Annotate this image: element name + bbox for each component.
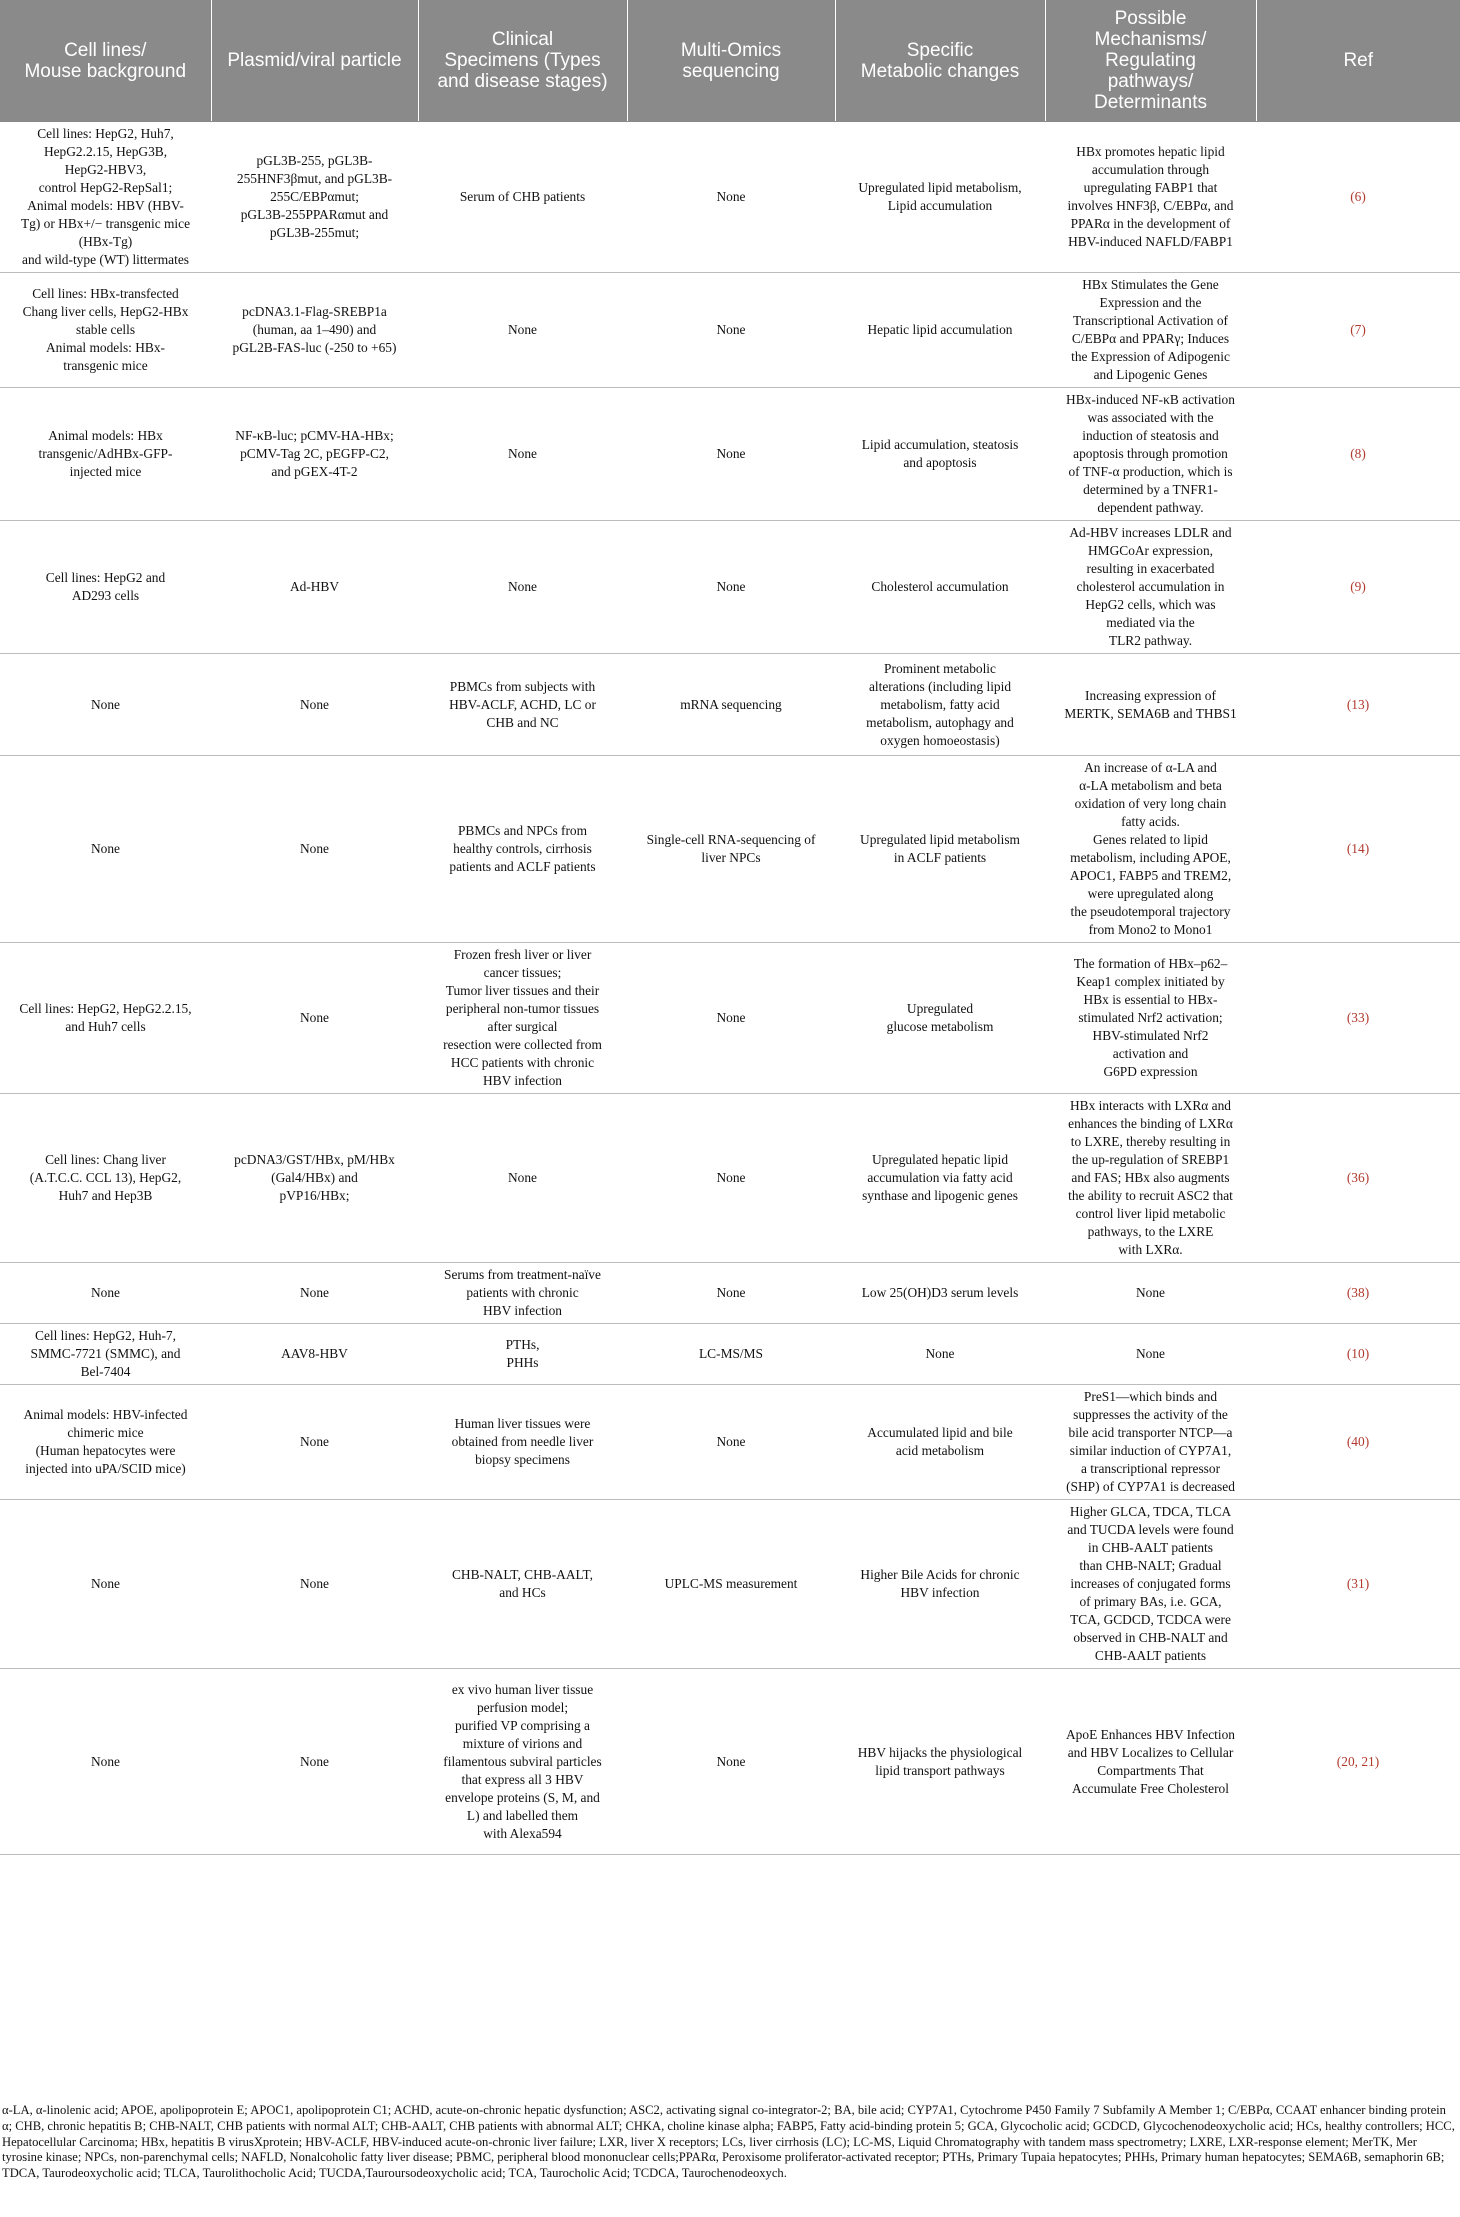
- cell-lines-cell: Animal models: HBx transgenic/AdHBx-GFP- injected mice: [0, 388, 211, 521]
- cell-lines-cell: None: [0, 1263, 211, 1324]
- header-mechanisms: Possible Mechanisms/ Regulating pathways/ Determinants: [1045, 0, 1256, 122]
- cell-lines-cell: Animal models: HBV-infected chimeric mice (Human hepatocytes were injected into uPA/SCID mice): [0, 1385, 211, 1500]
- header-plasmid: Plasmid/viral particle: [211, 0, 418, 122]
- plasmid-cell: None: [211, 1669, 418, 1855]
- ref-cell: [1256, 1669, 1460, 1855]
- table-header-row: [0, 0, 1460, 122]
- mechanisms-cell: None: [1045, 1324, 1256, 1385]
- plasmid-cell: None: [211, 943, 418, 1094]
- ref-cell: [1256, 1500, 1460, 1669]
- ref-cell: [1256, 943, 1460, 1094]
- clinical-specimens-cell: PTHs, PHHs: [418, 1324, 627, 1385]
- ref-cell: [1256, 273, 1460, 388]
- table-row: [0, 273, 1460, 388]
- ref-link[interactable]: (6): [1350, 189, 1366, 204]
- clinical-specimens-cell: None: [418, 388, 627, 521]
- metabolic-changes-cell: Upregulated lipid metabolism, Lipid accumulation: [835, 122, 1045, 273]
- table-row: [0, 1263, 1460, 1324]
- plasmid-cell: pcDNA3/GST/HBx, pM/HBx (Gal4/HBx) and pVP16/HBx;: [211, 1094, 418, 1263]
- ref-cell: [1256, 521, 1460, 654]
- clinical-specimens-cell: Serums from treatment-naïve patients with chronic HBV infection: [418, 1263, 627, 1324]
- plasmid-cell: Ad-HBV: [211, 521, 418, 654]
- ref-cell: [1256, 1324, 1460, 1385]
- mechanisms-cell: HBx Stimulates the Gene Expression and the Transcriptional Activation of C/EBPα and PPARγ; Induces the Expression of Adipogenic and Lipogenic Genes: [1045, 273, 1256, 388]
- table-row: [0, 1669, 1460, 1855]
- metabolic-changes-cell: Low 25(OH)D3 serum levels: [835, 1263, 1045, 1324]
- cell-lines-cell: Cell lines: HepG2 and AD293 cells: [0, 521, 211, 654]
- plasmid-cell: None: [211, 1500, 418, 1669]
- multi-omics-cell: None: [627, 388, 835, 521]
- table-row: [0, 756, 1460, 943]
- table-row: [0, 1324, 1460, 1385]
- clinical-specimens-cell: PBMCs from subjects with HBV-ACLF, ACHD, LC or CHB and NC: [418, 654, 627, 756]
- cell-lines-cell: None: [0, 1500, 211, 1669]
- table-row: [0, 1500, 1460, 1669]
- multi-omics-cell: UPLC-MS measurement: [627, 1500, 835, 1669]
- multi-omics-cell: None: [627, 1094, 835, 1263]
- clinical-specimens-cell: None: [418, 1094, 627, 1263]
- mechanisms-cell: HBx promotes hepatic lipid accumulation through upregulating FABP1 that involves HNF3β, C/EBPα, and PPARα in the development of HBV-induced NAFLD/FABP1: [1045, 122, 1256, 273]
- ref-link[interactable]: (13): [1346, 696, 1370, 712]
- clinical-specimens-cell: None: [418, 521, 627, 654]
- metabolic-changes-cell: Prominent metabolic alterations (including lipid metabolism, fatty acid metabolism, autophagy and oxygen homoeostasis): [835, 654, 1045, 756]
- ref-link[interactable]: (10): [1346, 1346, 1370, 1361]
- header-multi-omics: Multi-Omics sequencing: [627, 0, 835, 122]
- ref-cell: [1256, 1263, 1460, 1324]
- ref-link[interactable]: (7): [1350, 322, 1366, 337]
- mechanisms-cell: Increasing expression of MERTK, SEMA6B and THBS1: [1045, 654, 1256, 756]
- ref-cell: [1256, 654, 1460, 756]
- header-clinical-specimens: Clinical Specimens (Types and disease stages): [418, 0, 627, 122]
- mechanisms-cell: None: [1045, 1263, 1256, 1324]
- multi-omics-cell: mRNA sequencing: [627, 654, 835, 756]
- table-row: [0, 388, 1460, 521]
- table-row: [0, 943, 1460, 1094]
- ref-link[interactable]: (36): [1346, 1170, 1370, 1185]
- ref-cell: [1256, 122, 1460, 273]
- multi-omics-cell: None: [627, 1263, 835, 1324]
- metabolic-changes-cell: Upregulated glucose metabolism: [835, 943, 1045, 1094]
- ref-cell: [1256, 756, 1460, 943]
- header-ref: Ref: [1256, 0, 1460, 122]
- mechanisms-cell: HBx-induced NF-κB activation was associated with the induction of steatosis and apoptosis through promotion of TNF-α production, which is determined by a TNFR1- dependent pathway.: [1045, 388, 1256, 521]
- clinical-specimens-cell: Frozen fresh liver or liver cancer tissues; Tumor liver tissues and their peripheral non-tumor tissues after surgical resection were collected from HCC patients with chronic HBV infection: [418, 943, 627, 1094]
- cell-lines-cell: Cell lines: HepG2, Huh7, HepG2.2.15, HepG3B, HepG2-HBV3, control HepG2-RepSal1; Animal models: HBV (HBV- Tg) or HBx+/− transgenic mice (HBx-Tg) and wild-type (WT) littermates: [0, 122, 211, 273]
- clinical-specimens-cell: CHB-NALT, CHB-AALT, and HCs: [418, 1500, 627, 1669]
- metabolic-changes-cell: Upregulated hepatic lipid accumulation via fatty acid synthase and lipogenic genes: [835, 1094, 1045, 1263]
- plasmid-cell: None: [211, 654, 418, 756]
- header-cell-lines: Cell lines/ Mouse background: [0, 0, 211, 122]
- ref-link[interactable]: (8): [1350, 446, 1366, 461]
- table-row: [0, 122, 1460, 273]
- mechanisms-cell: HBx interacts with LXRα and enhances the binding of LXRα to LXRE, thereby resulting in the up-regulation of SREBP1 and FAS; HBx also augments the ability to recruit ASC2 that control liver lipid metabolic pathways, to the LXRE with LXRα.: [1045, 1094, 1256, 1263]
- clinical-specimens-cell: Human liver tissues were obtained from needle liver biopsy specimens: [418, 1385, 627, 1500]
- mechanisms-cell: PreS1—which binds and suppresses the activity of the bile acid transporter NTCP—a similar induction of CYP7A1, a transcriptional repressor (SHP) of CYP7A1 is decreased: [1045, 1385, 1256, 1500]
- ref-link[interactable]: (9): [1350, 579, 1366, 594]
- table-row: [0, 521, 1460, 654]
- cell-lines-cell: Cell lines: HepG2, Huh-7, SMMC-7721 (SMMC), and Bel-7404: [0, 1324, 211, 1385]
- plasmid-cell: AAV8-HBV: [211, 1324, 418, 1385]
- ref-cell: [1256, 1385, 1460, 1500]
- metabolic-changes-cell: Accumulated lipid and bile acid metabolism: [835, 1385, 1045, 1500]
- metabolic-changes-cell: HBV hijacks the physiological lipid transport pathways: [835, 1669, 1045, 1855]
- cell-lines-cell: Cell lines: HepG2, HepG2.2.15, and Huh7 cells: [0, 943, 211, 1094]
- mechanisms-cell: An increase of α-LA and α-LA metabolism and beta oxidation of very long chain fatty acids. Genes related to lipid metabolism, including APOE, APOC1, FABP5 and TREM2, were upregulated along the pseudotemporal trajectory from Mono2 to Mono1: [1045, 756, 1256, 943]
- multi-omics-cell: None: [627, 122, 835, 273]
- cell-lines-cell: Cell lines: HBx-transfected Chang liver cells, HepG2-HBx stable cells Animal models: HBx- transgenic mice: [0, 273, 211, 388]
- ref-link[interactable]: (33): [1346, 1010, 1370, 1025]
- ref-cell: [1256, 1094, 1460, 1263]
- ref-cell: [1256, 388, 1460, 521]
- ref-link[interactable]: (38): [1346, 1285, 1370, 1300]
- ref-link[interactable]: (40): [1346, 1434, 1370, 1449]
- table-footnote: α-LA, α-linolenic acid; APOE, apolipoprotein E; APOC1, apolipoprotein C1; ACHD, acute-on-chronic hepatic dysfunction; ASC2, activating signal co-integrator-2; BA, bile acid; CYP7A1, Cytochrome P450 Family 7 Subfamily A Member 1; C/EBPα, CCAAT enhancer binding protein α; CHB, chronic hepatitis B; CHB-NALT, CHB patients with normal ALT; CHB-AALT, CHB patients with abnormal ALT; CHKA, choline kinase alpha; FABP5, Fatty acid-binding protein 5; GCA, Glycocholic acid; GCDCD, Glycochenodeoxycholic acid; HCs, healthy controllers; HCC, Hepatocellular Carcinoma; HBx, hepatitis B virusXprotein; HBV-ACLF, HBV-induced acute-on-chronic liver failure; LXR, liver X receptors; LCs, liver cirrhosis (LC); LC-MS, Liquid Chromatography with tandem mass spectrometry; LXRE, LXR-response element; MerTK, Mer tyrosine kinase; NPCs, non-parenchymal cells; NAFLD, Nonalcoholic fatty liver disease; PBMC, peripheral blood mononuclear cells;PPARα, Peroxisome proliferator-activated receptor; PTHs, Primary Tupaia hepatocytes; PHHs, Primary human hepatocytes; SEMA6B, semaphorin 6B; TDCA, Taurodeoxycholic acid; TLCA, Taurolithocholic Acid; TUCDA,Tauroursodeoxycholic acid; TCA, Taurocholic Acid; TCDCA, Taurochenodeoxych.: [2, 2103, 1455, 2181]
- mechanisms-cell: ApoE Enhances HBV Infection and HBV Localizes to Cellular Compartments That Accumulate Free Cholesterol: [1045, 1669, 1256, 1855]
- mechanisms-cell: Higher GLCA, TDCA, TLCA and TUCDA levels were found in CHB-AALT patients than CHB-NALT; Gradual increases of conjugated forms of primary BAs, i.e. GCA, TCA, GCDCD, TCDCA were observed in CHB-NALT and CHB-AALT patients: [1045, 1500, 1256, 1669]
- metabolic-changes-cell: Upregulated lipid metabolism in ACLF patients: [835, 756, 1045, 943]
- metabolic-changes-cell: Lipid accumulation, steatosis and apoptosis: [835, 388, 1045, 521]
- metabolic-changes-cell: None: [835, 1324, 1045, 1385]
- clinical-specimens-cell: PBMCs and NPCs from healthy controls, cirrhosis patients and ACLF patients: [418, 756, 627, 943]
- clinical-specimens-cell: ex vivo human liver tissue perfusion model; purified VP comprising a mixture of virions and filamentous subviral particles that express all 3 HBV envelope proteins (S, M, and L) and labelled them with Alexa594: [418, 1669, 627, 1855]
- table-body: [0, 122, 1460, 1855]
- table-row: [0, 654, 1460, 756]
- plasmid-cell: pcDNA3.1-Flag-SREBP1a (human, aa 1–490) and pGL2B-FAS-luc (-250 to +65): [211, 273, 418, 388]
- metabolic-changes-cell: Hepatic lipid accumulation: [835, 273, 1045, 388]
- multi-omics-cell: None: [627, 1385, 835, 1500]
- multi-omics-cell: LC-MS/MS: [627, 1324, 835, 1385]
- ref-link[interactable]: (14): [1346, 841, 1370, 856]
- plasmid-cell: pGL3B-255, pGL3B- 255HNF3βmut, and pGL3B- 255C/EBPαmut; pGL3B-255PPARαmut and pGL3B-255mut;: [211, 122, 418, 273]
- cell-lines-cell: None: [0, 1669, 211, 1855]
- metabolic-changes-cell: Cholesterol accumulation: [835, 521, 1045, 654]
- metabolic-changes-cell: Higher Bile Acids for chronic HBV infection: [835, 1500, 1045, 1669]
- mechanisms-cell: The formation of HBx–p62– Keap1 complex initiated by HBx is essential to HBx- stimulated Nrf2 activation; HBV-stimulated Nrf2 activation and G6PD expression: [1045, 943, 1256, 1094]
- multi-omics-cell: None: [627, 1669, 835, 1855]
- plasmid-cell: NF-κB-luc; pCMV-HA-HBx; pCMV-Tag 2C, pEGFP-C2, and pGEX-4T-2: [211, 388, 418, 521]
- header-metabolic-changes: Specific Metabolic changes: [835, 0, 1045, 122]
- clinical-specimens-cell: None: [418, 273, 627, 388]
- mechanisms-cell: Ad-HBV increases LDLR and HMGCoAr expression, resulting in exacerbated cholesterol accumulation in HepG2 cells, which was mediated via the TLR2 pathway.: [1045, 521, 1256, 654]
- multi-omics-cell: None: [627, 943, 835, 1094]
- table-row: [0, 1094, 1460, 1263]
- cell-lines-cell: None: [0, 756, 211, 943]
- multi-omics-cell: Single-cell RNA-sequencing of liver NPCs: [627, 756, 835, 943]
- plasmid-cell: None: [211, 1263, 418, 1324]
- plasmid-cell: None: [211, 1385, 418, 1500]
- cell-lines-cell: Cell lines: Chang liver (A.T.C.C. CCL 13), HepG2, Huh7 and Hep3B: [0, 1094, 211, 1263]
- multi-omics-cell: None: [627, 273, 835, 388]
- multi-omics-cell: None: [627, 521, 835, 654]
- clinical-specimens-cell: Serum of CHB patients: [418, 122, 627, 273]
- table-row: [0, 1385, 1460, 1500]
- ref-link[interactable]: (20, 21): [1336, 1753, 1380, 1769]
- ref-link[interactable]: (31): [1346, 1576, 1370, 1591]
- plasmid-cell: None: [211, 756, 418, 943]
- cell-lines-cell: None: [0, 654, 211, 756]
